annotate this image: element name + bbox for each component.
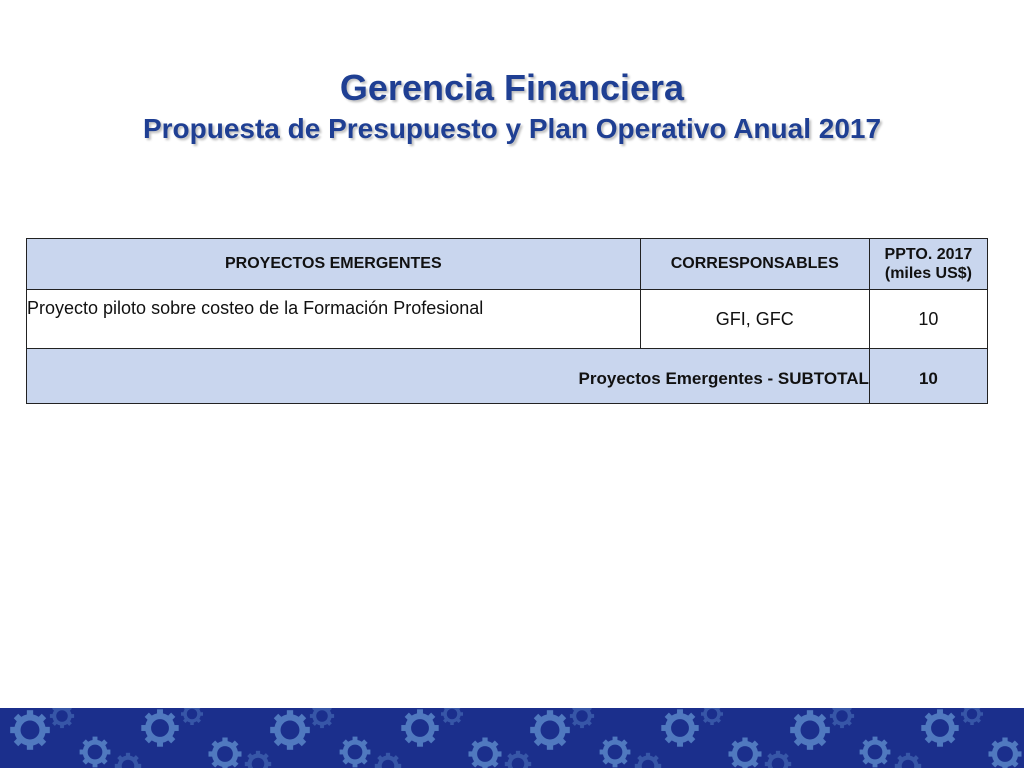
header-projects: PROYECTOS EMERGENTES — [27, 239, 641, 290]
page-subtitle: Propuesta de Presupuesto y Plan Operativo Anual 2017 — [142, 113, 882, 144]
table-header-row — [27, 239, 988, 290]
header-budget — [869, 239, 987, 290]
table-row — [27, 290, 988, 349]
budget-cell: 10 — [869, 290, 987, 349]
project-cell: Proyecto piloto sobre costeo de la Formación Profesional — [27, 290, 641, 349]
budget-table — [26, 238, 988, 404]
coresponsables-cell: GFI, GFC — [640, 290, 869, 349]
header-coresponsables: CORRESPONSABLES — [640, 239, 869, 290]
subtotal-value: 10 — [869, 349, 987, 404]
subtotal-row — [27, 349, 988, 404]
footer-gear-band — [0, 708, 1024, 768]
gear-pattern-icon — [0, 708, 1024, 768]
page-title: Gerencia Financiera — [339, 67, 685, 108]
header-budget-line1: PPTO. 2017 — [884, 246, 973, 263]
header-budget-line2: (miles US$) — [884, 265, 972, 282]
subtotal-label: Proyectos Emergentes - SUBTOTAL — [27, 349, 870, 404]
